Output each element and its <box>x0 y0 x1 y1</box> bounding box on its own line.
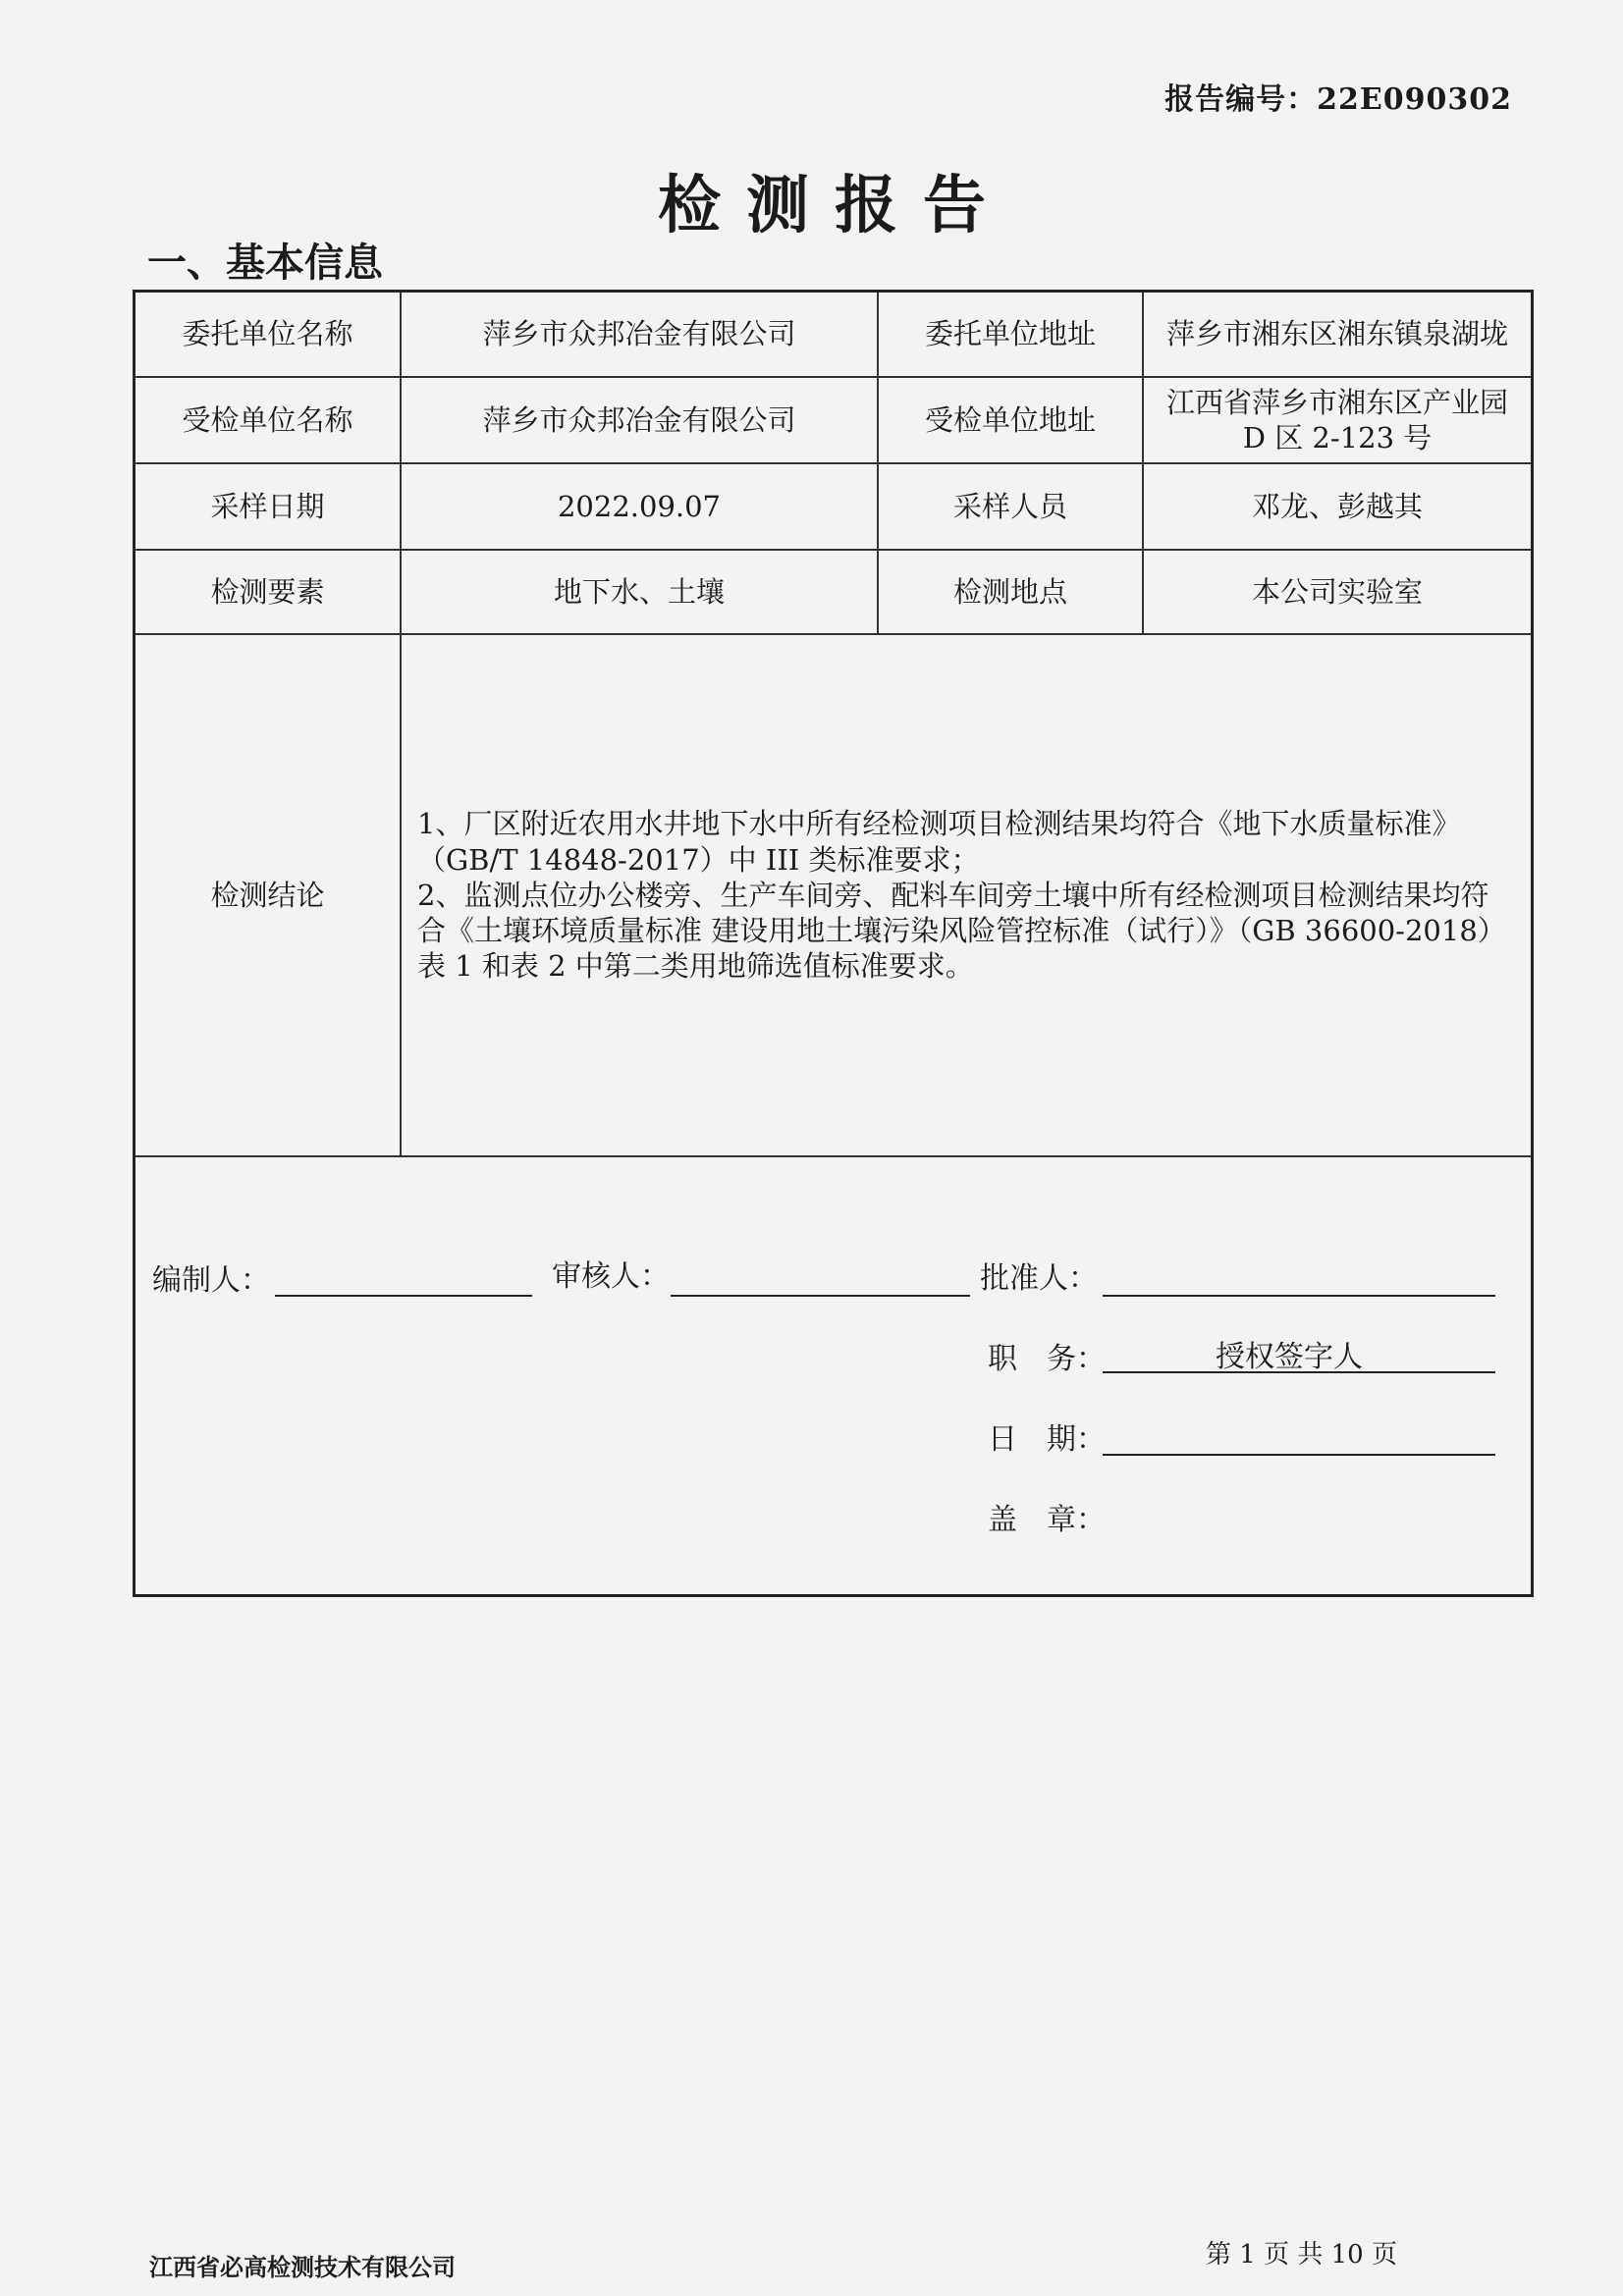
table-row <box>135 377 1531 463</box>
inspected-address-line1: 江西省萍乡市湘东区产业园 <box>1165 385 1508 419</box>
conclusion-line: 2、监测点位办公楼旁、生产车间旁、配料车间旁土壤中所有经检测项目检测结果均符 <box>417 878 1489 912</box>
elements-value: 地下水、土壤 <box>401 550 878 634</box>
conclusion-text <box>401 634 1531 1156</box>
inspected-name-label: 受检单位名称 <box>135 377 401 463</box>
table-row <box>135 293 1531 377</box>
approver-label: 批准人： <box>980 1261 1098 1296</box>
position-label: 职 务： <box>988 1342 1106 1376</box>
info-sheet <box>133 290 1534 1597</box>
table-row <box>135 463 1531 550</box>
reviewer-label: 审核人： <box>552 1259 670 1294</box>
elements-label: 检测要素 <box>135 550 401 634</box>
location-label: 检测地点 <box>878 550 1143 634</box>
footer-page-number: 第 1 页 共 10 页 <box>1206 2240 1397 2269</box>
client-name-label: 委托单位名称 <box>135 293 401 377</box>
signoff-area <box>135 1157 1531 1599</box>
conclusion-line: 合《土壤环境质量标准 建设用地土壤污染风险管控标准（试行）》（GB 36600-2018） <box>417 914 1506 948</box>
inspected-address-value <box>1143 377 1531 463</box>
client-name-value: 萍乡市众邦冶金有限公司 <box>401 293 878 377</box>
basic-info-table <box>135 293 1531 1157</box>
reviewer-signature-line <box>671 1295 970 1297</box>
sampling-date-value: 2022.09.07 <box>401 463 878 550</box>
compiler-signature-line <box>275 1295 532 1297</box>
client-address-value: 萍乡市湘东区湘东镇泉湖垅 <box>1143 293 1531 377</box>
inspected-address-label: 受检单位地址 <box>878 377 1143 463</box>
conclusion-line: （GB/T 14848-2017）中 III 类标准要求； <box>417 842 980 877</box>
client-address-label: 委托单位地址 <box>878 293 1143 377</box>
sampling-date-label: 采样日期 <box>135 463 401 550</box>
compiler-label: 编制人： <box>152 1263 270 1298</box>
report-number: 报告编号：22E090302 <box>1164 82 1512 117</box>
page-title: 检测报告 <box>658 169 1011 242</box>
sampler-label: 采样人员 <box>878 463 1143 550</box>
date-label: 日 期： <box>988 1422 1106 1457</box>
approver-signature-line <box>1103 1295 1495 1297</box>
conclusion-line: 表 1 和表 2 中第二类用地筛选值标准要求。 <box>417 949 974 984</box>
table-row <box>135 634 1531 1156</box>
footer-company: 江西省必高检测技术有限公司 <box>149 2254 456 2281</box>
seal-label: 盖 章： <box>988 1503 1106 1537</box>
position-line <box>1103 1371 1495 1373</box>
date-line <box>1103 1454 1495 1456</box>
section-heading: 一、基本信息 <box>147 240 383 286</box>
conclusion-label: 检测结论 <box>135 634 401 1156</box>
sampler-value: 邓龙、彭越其 <box>1143 463 1531 550</box>
conclusion-line: 1、厂区附近农用水井地下水中所有经检测项目检测结果均符合《地下水质量标准》 <box>417 807 1461 841</box>
inspected-name-value: 萍乡市众邦冶金有限公司 <box>401 377 878 463</box>
inspected-address-line2: D 区 2-123 号 <box>1242 421 1433 454</box>
location-value: 本公司实验室 <box>1143 550 1531 634</box>
position-value: 授权签字人 <box>1216 1340 1363 1374</box>
table-row <box>135 550 1531 634</box>
